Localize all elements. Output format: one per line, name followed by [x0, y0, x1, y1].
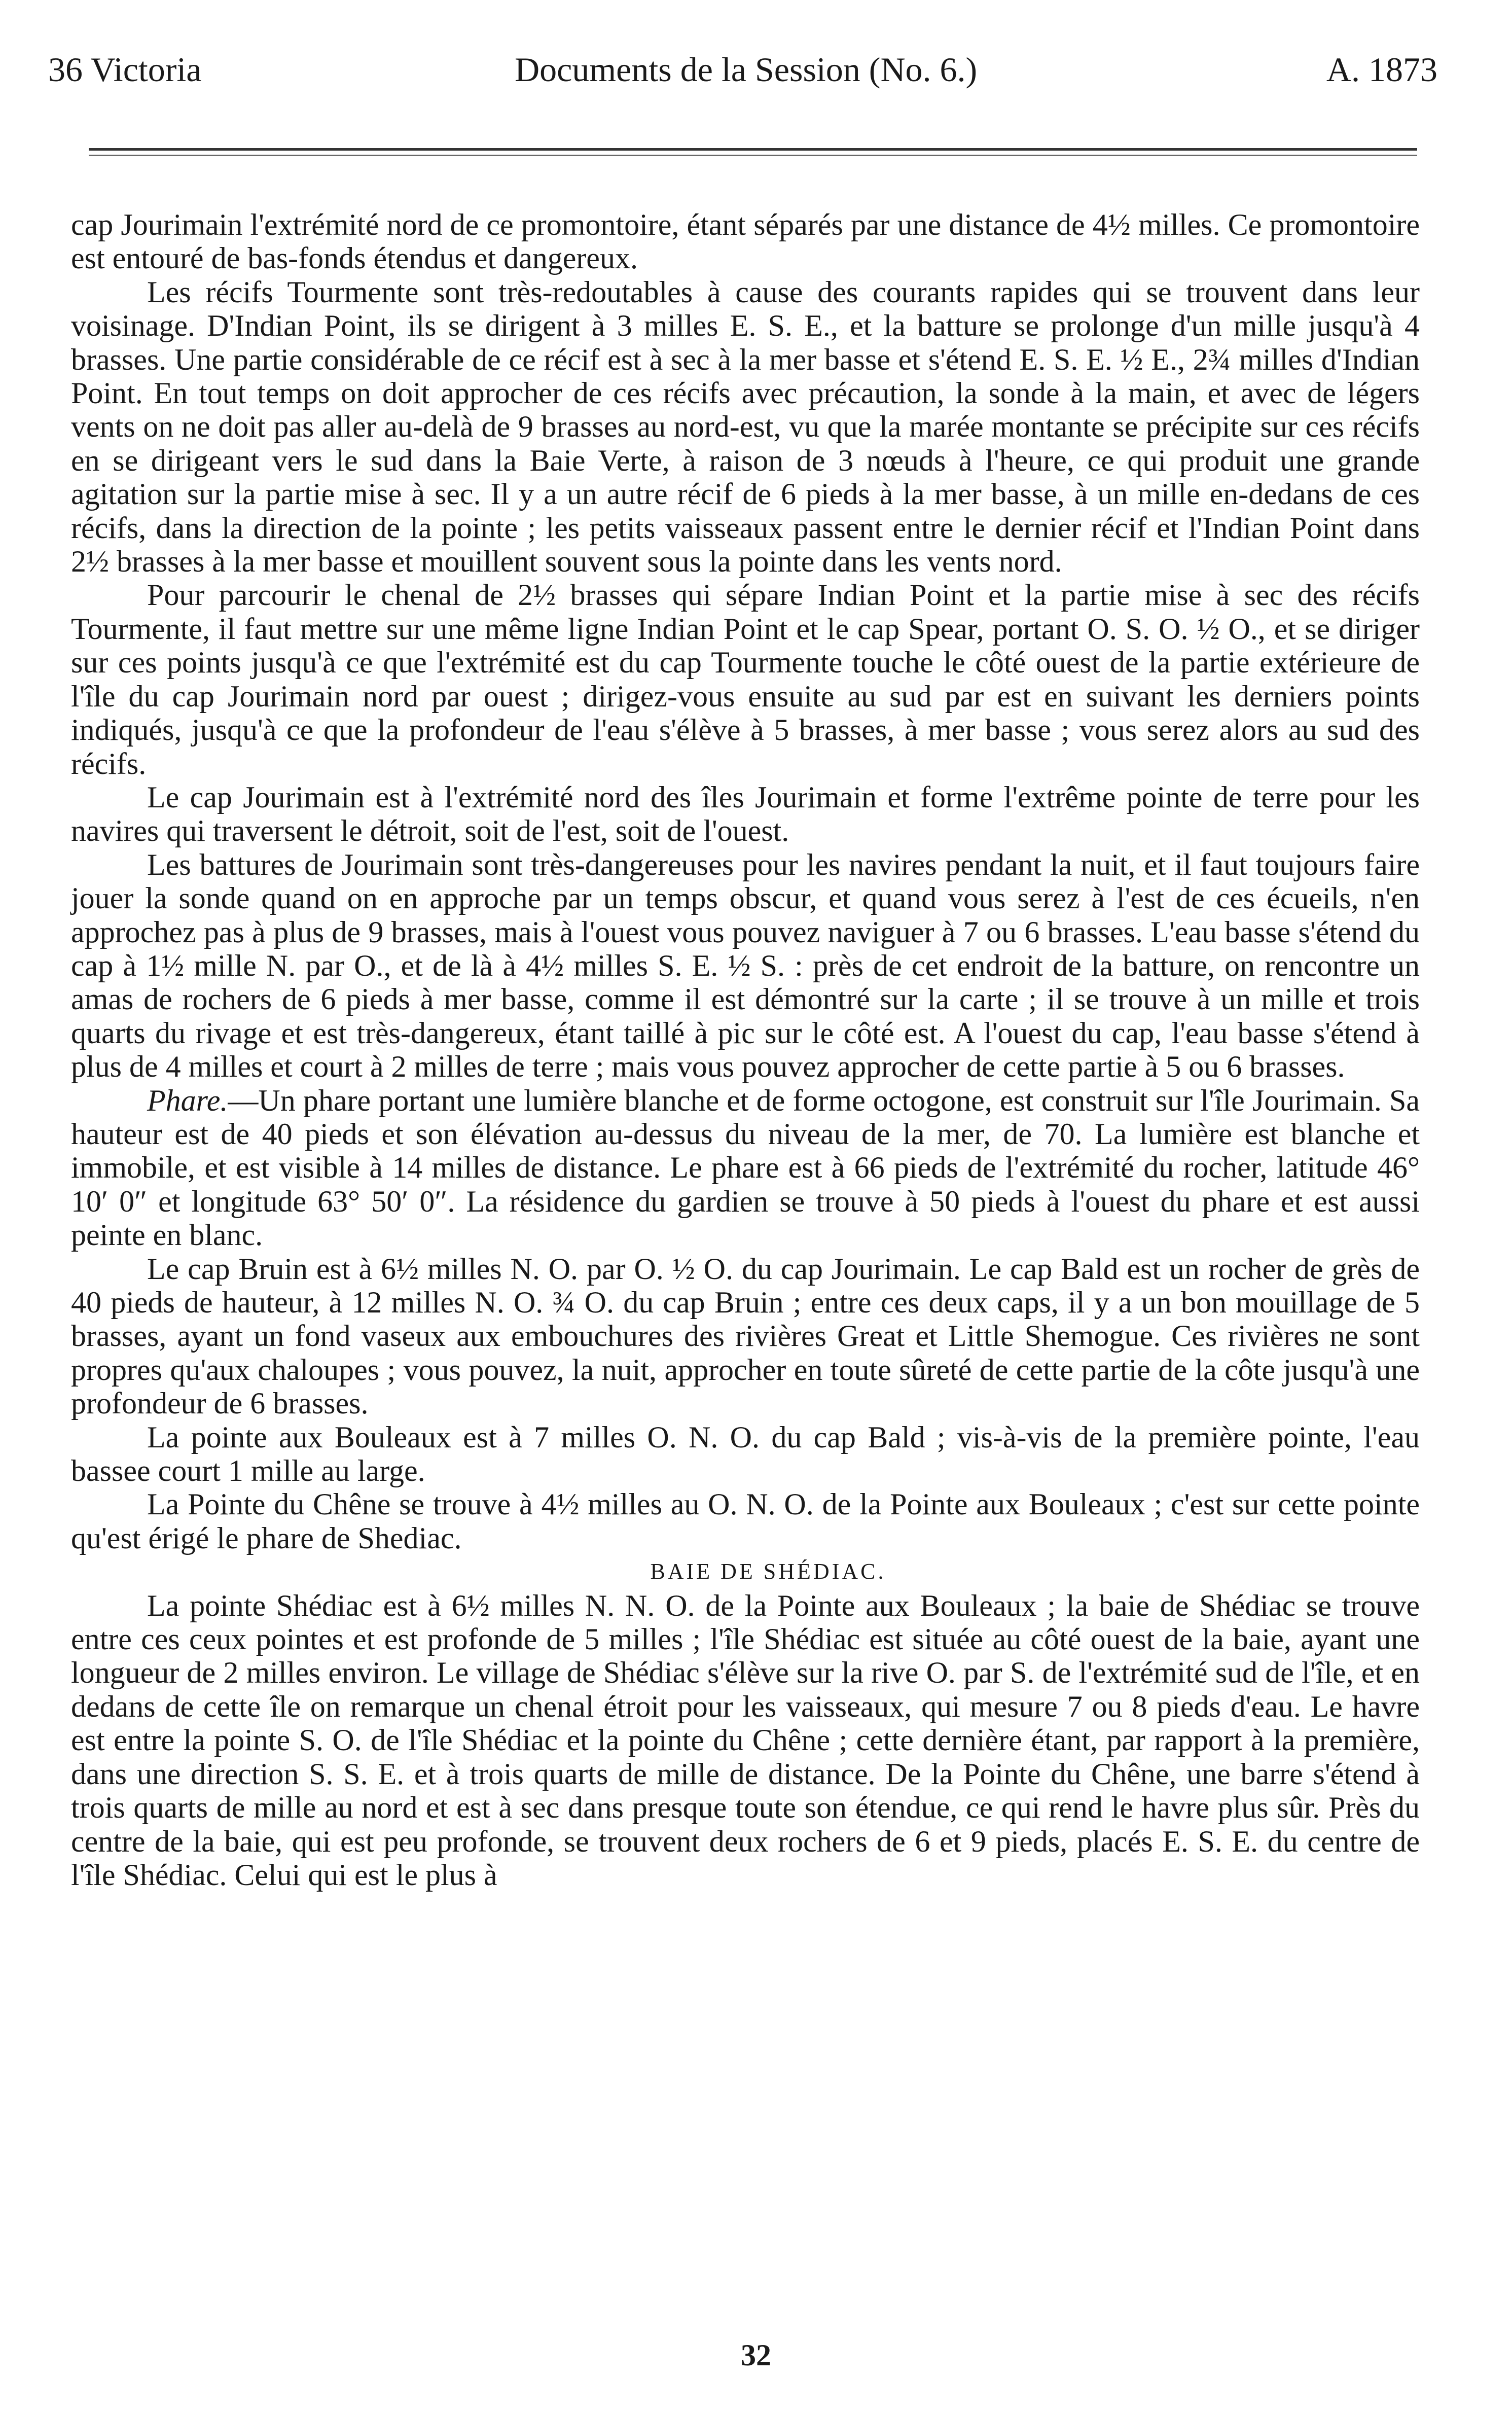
header-year: A. 1873	[1326, 50, 1437, 89]
paragraph: La pointe aux Bouleaux est à 7 milles O. N. O. du cap Bald ; vis-à-vis de la première pointe, l'eau bassee court 1 mille au large.	[71, 1420, 1420, 1488]
paragraph: Le cap Bruin est à 6½ milles N. O. par O. ½ O. du cap Jourimain. Le cap Bald est un rocher de grès de 40 pieds de hauteur, à 12 milles N. O. ¾ O. du cap Bruin ; entre ces deux caps, il y a un bon mouillage de 5 brasses, ayant un fond vaseux aux embouchures des rivières Great et Little Shemogue. Ces rivières ne sont propres qu'aux chaloupes ; vous pouvez, la nuit, approcher en toute sûreté de cette partie de la côte jusqu'à une profondeur de 6 brasses.	[71, 1252, 1420, 1421]
phare-lead: Phare.	[147, 1083, 228, 1117]
paragraph: Pour parcourir le chenal de 2½ brasses qui sépare Indian Point et la partie mise à sec des récifs Tourmente, il faut mettre sur une même ligne Indian Point et le cap Spear, portant O. S. O. ½ O., et se diriger sur ces points jusqu'à ce que l'extrémité est du cap Tourmente touche le côté ouest de la partie extérieure de l'île du cap Jourimain nord par ouest ; dirigez-vous ensuite au sud par est en suivant les derniers points indiqués, jusqu'à ce que la profondeur de l'eau s'élève à 5 brasses, à mer basse ; vous serez alors au sud des récifs.	[71, 578, 1420, 780]
header-rule-thin	[89, 155, 1417, 156]
header-title: Documents de la Session (No. 6.)	[515, 50, 978, 89]
running-head	[48, 42, 1437, 97]
paragraph: Les récifs Tourmente sont très-redoutables à cause des courants rapides qui se trouvent dans leur voisinage. D'Indian Point, ils se dirigent à 3 milles E. S. E., et la batture se prolonge d'un mille jusqu'à 4 brasses. Une partie considérable de ce récif est à sec à la mer basse et s'étend E. S. E. ½ E., 2¾ milles d'Indian Point. En tout temps on doit approcher de ces récifs avec précaution, la sonde à la main, et avec de légers vents on ne doit pas aller au-delà de 9 brasses au nord-est, vu que la marée montante se précipite sur ces récifs en se dirigeant vers le sud dans la Baie Verte, à raison de 3 nœuds à l'heure, ce qui produit une grande agitation sur la partie mise à sec. Il y a un autre récif de 6 pieds à la mer basse, à un mille en-dedans de ces récifs, dans la direction de la pointe ; les petits vaisseaux passent entre le dernier récif et l'Indian Point dans 2½ brasses à la mer basse et mouillent souvent sous la pointe dans les vents nord.	[71, 275, 1420, 579]
header-volume: 36 Victoria	[48, 50, 202, 89]
paragraph: Le cap Jourimain est à l'extrémité nord des îles Jourimain et forme l'extrême pointe de terre pour les navires qui traversent le détroit, soit de l'est, soit de l'ouest.	[71, 780, 1420, 848]
paragraph: La pointe Shédiac est à 6½ milles N. N. O. de la Pointe aux Bouleaux ; la baie de Shédiac se trouve entre ces ceux pointes et est profonde de 5 milles ; l'île Shédiac est située au côté ouest de la baie, ayant une longueur de 2 milles environ. Le village de Shédiac s'élève sur la rive O. par S. de l'extrémité sud de l'île, et en dedans de cette île on remarque un chenal étroit pour les vaisseaux, qui mesure 7 ou 8 pieds d'eau. Le havre est entre la pointe S. O. de l'île Shédiac et la pointe du Chêne ; cette dernière étant, par rapport à la première, dans une direction S. S. E. et à trois quarts de mille de distance. De la Pointe du Chêne, une barre s'étend à trois quarts de mille au nord et est à sec dans presque toute son étendue, ce qui rend le havre plus sûr. Près du centre de la baie, qui est peu profonde, se trouvent deux rochers de 6 et 9 pieds, placés E. S. E. du centre de l'île Shédiac. Celui qui est le plus à	[71, 1588, 1420, 1892]
header-rule	[89, 148, 1417, 151]
paragraph-phare	[71, 1084, 1420, 1252]
page-number: 32	[741, 2338, 771, 2372]
paragraph: Les battures de Jourimain sont très-dangereuses pour les navires pendant la nuit, et il faut toujours faire jouer la sonde quand on en approche par un temps obscur, et quand vous serez à l'est de ces écueils, n'en approchez pas à plus de 9 brasses, mais à l'ouest vous pouvez naviguer à 7 ou 6 brasses. L'eau basse s'étend du cap à 1½ mille N. par O., et de là à 4½ milles S. E. ½ S. : près de cet endroit de la batture, on rencontre un amas de rochers de 6 pieds à mer basse, comme il est démontré sur la carte ; il se trouve à un mille et trois quarts du rivage et est très-dangereux, étant taillé à pic sur le côté est. A l'ouest du cap, l'eau basse s'étend à plus de 4 milles et court à 2 milles de terre ; mais vous pouvez approcher de cette partie à 5 ou 6 brasses.	[71, 847, 1420, 1084]
paragraph: cap Jourimain l'extrémité nord de ce promontoire, étant séparés par une distance de 4½ milles. Ce promontoire est entouré de bas-fonds étendus et dangereux.	[71, 208, 1420, 275]
body-text	[71, 208, 1420, 1892]
paragraph: La Pointe du Chêne se trouve à 4½ milles au O. N. O. de la Pointe aux Bouleaux ; c'est sur cette pointe qu'est érigé le phare de Shediac.	[71, 1487, 1420, 1555]
phare-text: —Un phare portant une lumière blanche et de forme octogone, est construit sur l'île Jourimain. Sa hauteur est de 40 pieds et son élévation au-dessus du niveau de la mer, de 70. La lumière est blanche et immobile, et est visible à 14 milles de distance. Le phare est à 66 pieds de l'extrémité du rocher, latitude 46° 10′ 0″ et longitude 63° 50′ 0″. La résidence du gardien se trouve à 50 pieds à l'ouest du phare et est aussi peinte en blanc.	[71, 1083, 1420, 1252]
section-title: BAIE DE SHÉDIAC.	[650, 1559, 886, 1584]
